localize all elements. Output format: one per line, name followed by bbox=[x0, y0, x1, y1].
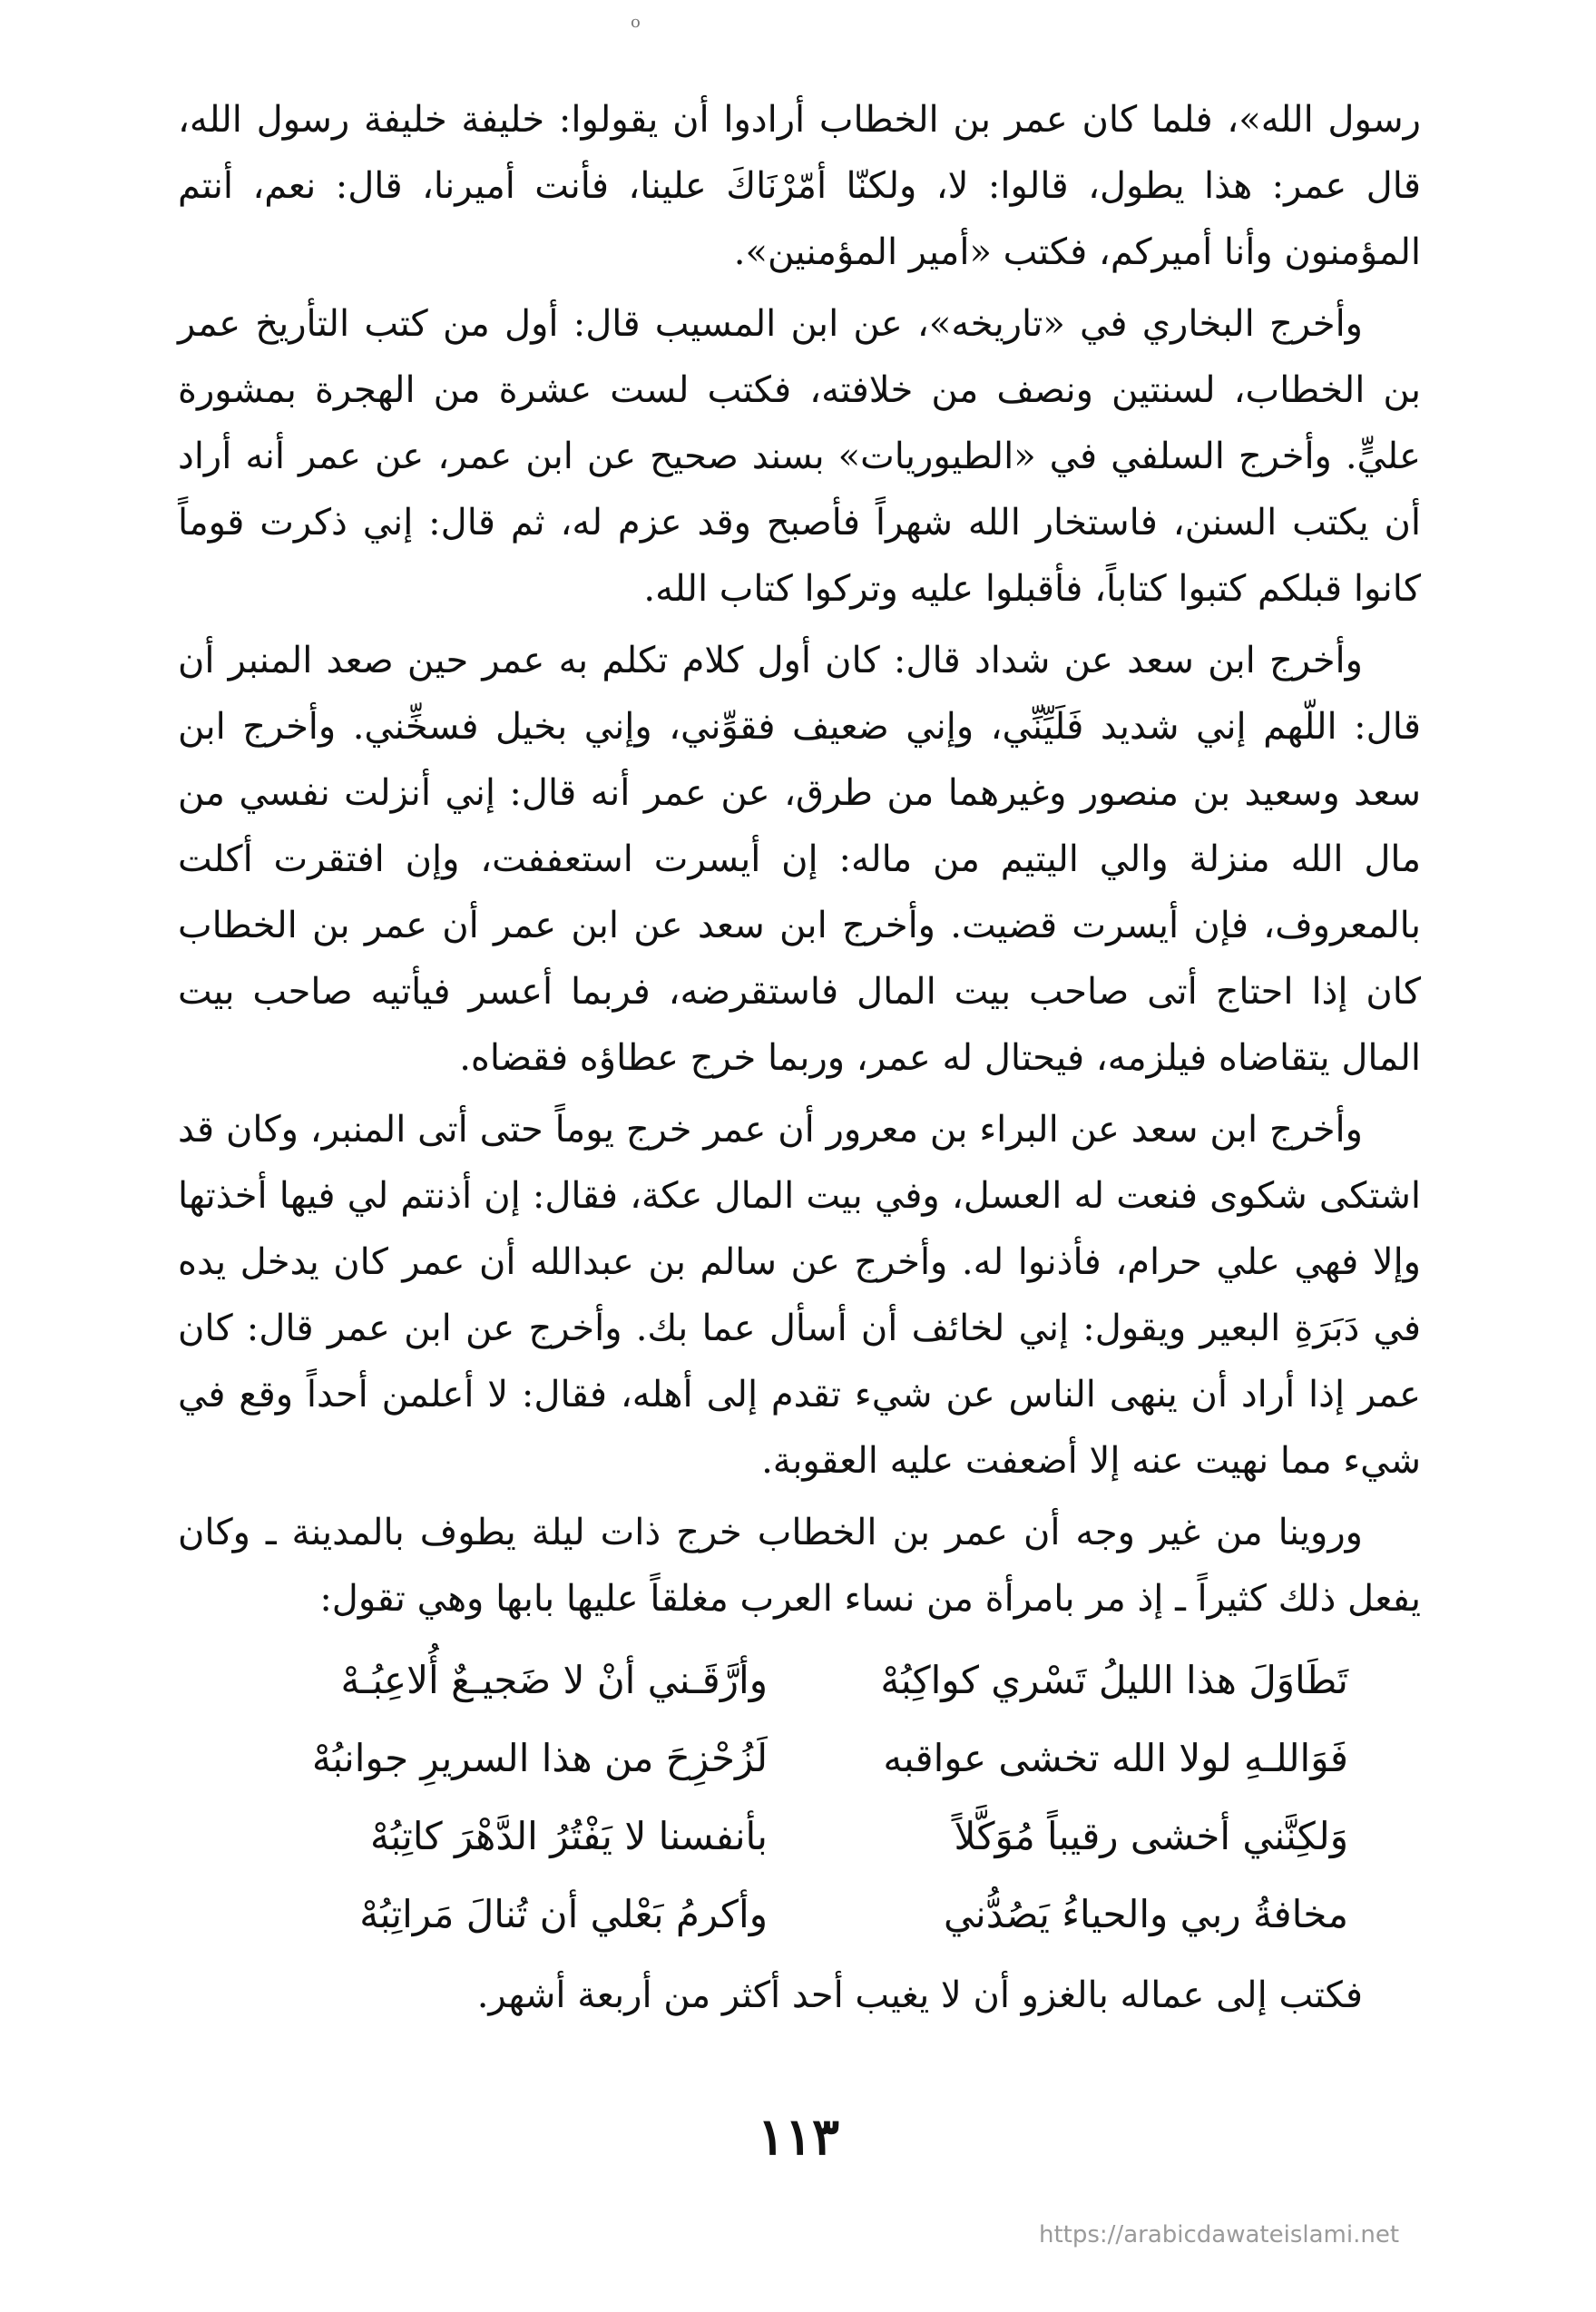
paragraph-3: وأخرج ابن سعد عن شداد قال: كان أول كلام تكلم به عمر حين صعد المنبر أن قال: اللّهم إني شديد فَلَيِّنِّي، وإني ضعيف فقوِّني، وإني بخيل فسخِّني. وأخرج ابن سعد وسعيد بن منصور وغيرهما من طرق، عن عمر أنه قال: إني أنزلت نفسي من مال الله منزلة والي اليتيم من ماله: إن أيسرت استعففت، وإن افتقرت أكلت بالمعروف، فإن أيسرت قضيت. وأخرج ابن سعد عن ابن عمر أن عمر بن الخطاب كان إذا احتاج أتى صاحب بيت المال فاستقرضه، فربما أعسر فيأتيه صاحب بيت المال يتقاضاه فيلزمه، فيحتال له عمر، وربما خرج عطاؤه فقضاه. bbox=[178, 640, 1421, 1079]
verse-second-hemistich: وأرَّقَـني أنْ لا ضَجيـعٌ أُلاعِبُـهْ bbox=[340, 1658, 768, 1702]
poem-verse bbox=[178, 1641, 1421, 1719]
main-text bbox=[178, 87, 1421, 2034]
verse-first-hemistich: تَطَاوَلَ هذا الليلُ تَسْري كواكِبُهْ bbox=[880, 1658, 1348, 1702]
poem-verse bbox=[178, 1876, 1421, 1954]
watermark-url: https://arabicdawateislami.net bbox=[1039, 2221, 1400, 2248]
verse-first-hemistich: وَلكِنَّني أخشى رقيباً مُوَكَّلاً bbox=[954, 1814, 1348, 1858]
poem-verse bbox=[178, 1798, 1421, 1876]
top-mark: o bbox=[631, 13, 641, 32]
paragraph-4: وأخرج ابن سعد عن البراء بن معرور أن عمر خرج يوماً حتى أتى المنبر، وكان قد اشتكى شكوى فنعت له العسل، وفي بيت المال عكة، فقال: إن أذنتم لي فيها أخذتها وإلا فهي علي حرام، فأذنوا له. وأخرج عن سالم بن عبدالله أن عمر كان يدخل يده في دَبَرَةِ البعير ويقول: إني لخائف أن أسأل عما بك. وأخرج عن ابن عمر قال: كان عمر إذا أراد أن ينهى الناس عن شيء تقدم إلى أهله، فقال: لا أعلمن أحداً وقع في شيء مما نهيت عنه إلا أضعفت عليه العقوبة. bbox=[178, 1109, 1421, 1482]
verse-second-hemistich: بأنفسنا لا يَفْتُرُ الدَّهْرَ كاتِبُهْ bbox=[369, 1814, 768, 1858]
verse-first-hemistich: فَوَاللـهِ لولا الله تخشى عواقبه bbox=[883, 1736, 1348, 1780]
verse-first-hemistich: مخافةُ ربي والحياءُ يَصُدُّني bbox=[944, 1892, 1348, 1936]
paragraph-5: وروينا من غير وجه أن عمر بن الخطاب خرج ذات ليلة يطوف بالمدينة ـ وكان يفعل ذلك كثيراً ـ إذ مر بامرأة من نساء العرب مغلقاً عليها بابها وهي تقول: bbox=[178, 1512, 1421, 1620]
paragraph-1: رسول الله»، فلما كان عمر بن الخطاب أرادوا أن يقولوا: خليفة خليفة رسول الله، قال عمر: هذا يطول، قالوا: لا، ولكنّا أمّرْنَاكَ علينا، فأنت أميرنا، قال: نعم، أنتم المؤمنون وأنا أميركم، فكتب «أمير المؤمنين». bbox=[178, 99, 1421, 273]
verse-second-hemistich: وأكرمُ بَعْلي أن تُنالَ مَراتِبُهْ bbox=[359, 1892, 768, 1936]
page-number: ١١٣ bbox=[757, 2107, 840, 2167]
poem bbox=[178, 1641, 1421, 1954]
verse-second-hemistich: لَزُحْزِحَ من هذا السريرِ جوانبُهْ bbox=[311, 1736, 768, 1780]
closing-paragraph: فكتب إلى عماله بالغزو أن لا يغيب أحد أكثر من أربعة أشهر. bbox=[476, 1974, 1363, 2016]
paragraph-2: وأخرج البخاري في «تاريخه»، عن ابن المسيب قال: أول من كتب التأريخ عمر بن الخطاب، لسنتين ونصف من خلافته، فكتب لست عشرة من الهجرة بمشورة عليٍّ. وأخرج السلفي في «الطيوريات» بسند صحيح عن ابن عمر، عن عمر أنه أراد أن يكتب السنن، فاستخار الله شهراً فأصبح وقد عزم له، ثم قال: إني ذكرت قوماً كانوا قبلكم كتبوا كتاباً، فأقبلوا عليه وتركوا كتاب الله. bbox=[178, 303, 1421, 610]
poem-verse bbox=[178, 1719, 1421, 1798]
